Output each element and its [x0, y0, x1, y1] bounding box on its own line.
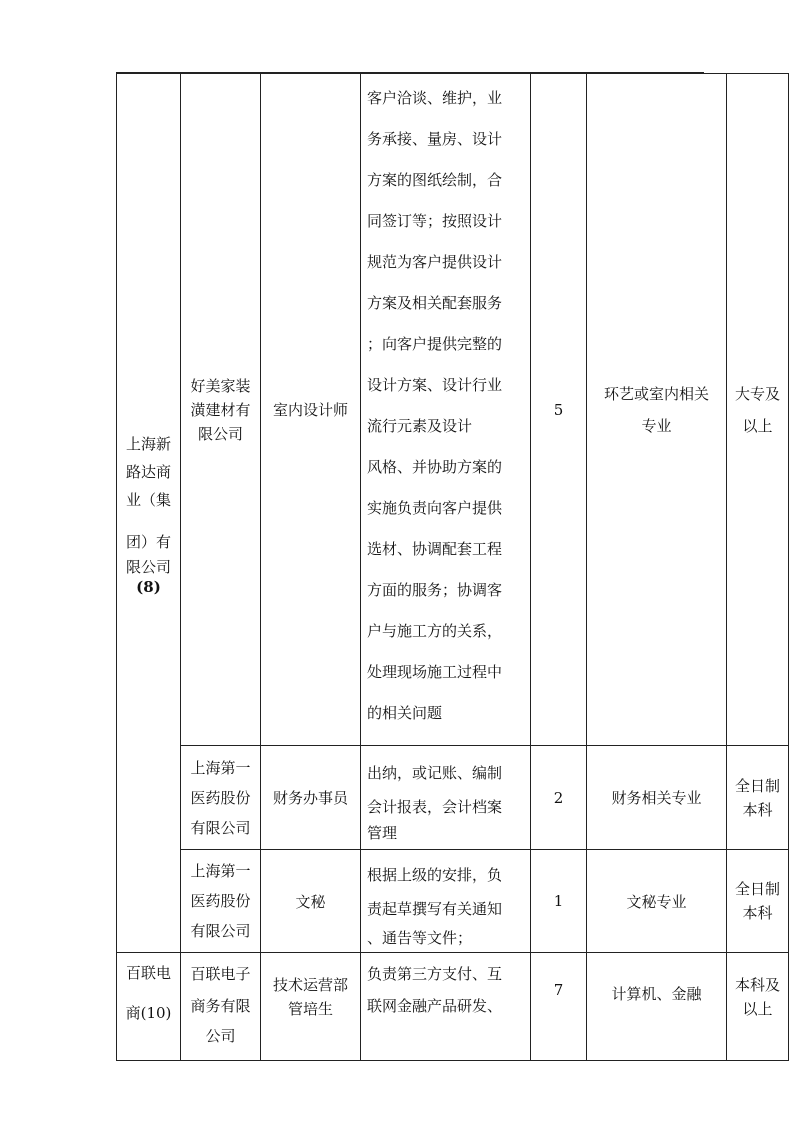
table-row: [117, 953, 789, 1061]
position-cell: 财务办事员: [261, 746, 361, 850]
position-cell: 技术运营部 管培生: [261, 953, 361, 1061]
count-cell: 5: [531, 74, 587, 746]
company-cell: 百联电子 商务有限 公司: [181, 953, 261, 1061]
major-cell: 财务相关专业: [587, 746, 727, 850]
parent-company-cell: 上海新 路达商 业（集 团）有 限公司 (8): [117, 74, 181, 953]
duty-cell: 出纳，或记账、编制 会计报表，会计档案 管理: [361, 746, 531, 850]
major-cell: 计算机、金融: [587, 953, 727, 1061]
major-cell: 环艺或室内相关 专业: [587, 74, 727, 746]
table-row: [117, 850, 789, 953]
education-cell: 全日制 本科: [727, 850, 789, 953]
major-cell: 文秘专业: [587, 850, 727, 953]
company-cell: 上海第一 医药股份 有限公司: [181, 746, 261, 850]
education-cell: 本科及 以上: [727, 953, 789, 1061]
duty-cell: 根据上级的安排，负 责起草撰写有关通知 、通告等文件；: [361, 850, 531, 953]
parent-company-cell: 百联电 商(10): [117, 953, 181, 1061]
count-cell: 2: [531, 746, 587, 850]
count-cell: 1: [531, 850, 587, 953]
position-cell: 文秘: [261, 850, 361, 953]
count-cell: 7: [531, 953, 587, 1061]
duty-cell: 负责第三方支付、互 联网金融产品研发、: [361, 953, 531, 1061]
company-cell: 上海第一 医药股份 有限公司: [181, 850, 261, 953]
company-cell: 好美家装 潢建材有 限公司: [181, 74, 261, 746]
table-row: [117, 746, 789, 850]
duty-cell: 客户洽谈、维护，业 务承接、量房、设计 方案的图纸绘制，合 同签订等；按照设计 规范为客户提供设计 方案及相关配套服务 ；向客户提供完整的 设计方案、设计行业 流行元素及设计 风格、并协助方案的 实施负责向客户提供 选材、协调配套工程 方面的服务；协调客 户与施工方的关系， 处理现场施工过程中 的相关问题: [361, 74, 531, 746]
recruitment-table: [116, 73, 789, 1061]
education-cell: 全日制 本科: [727, 746, 789, 850]
position-cell: 室内设计师: [261, 74, 361, 746]
education-cell: 大专及 以上: [727, 74, 789, 746]
table-row: [117, 74, 789, 746]
